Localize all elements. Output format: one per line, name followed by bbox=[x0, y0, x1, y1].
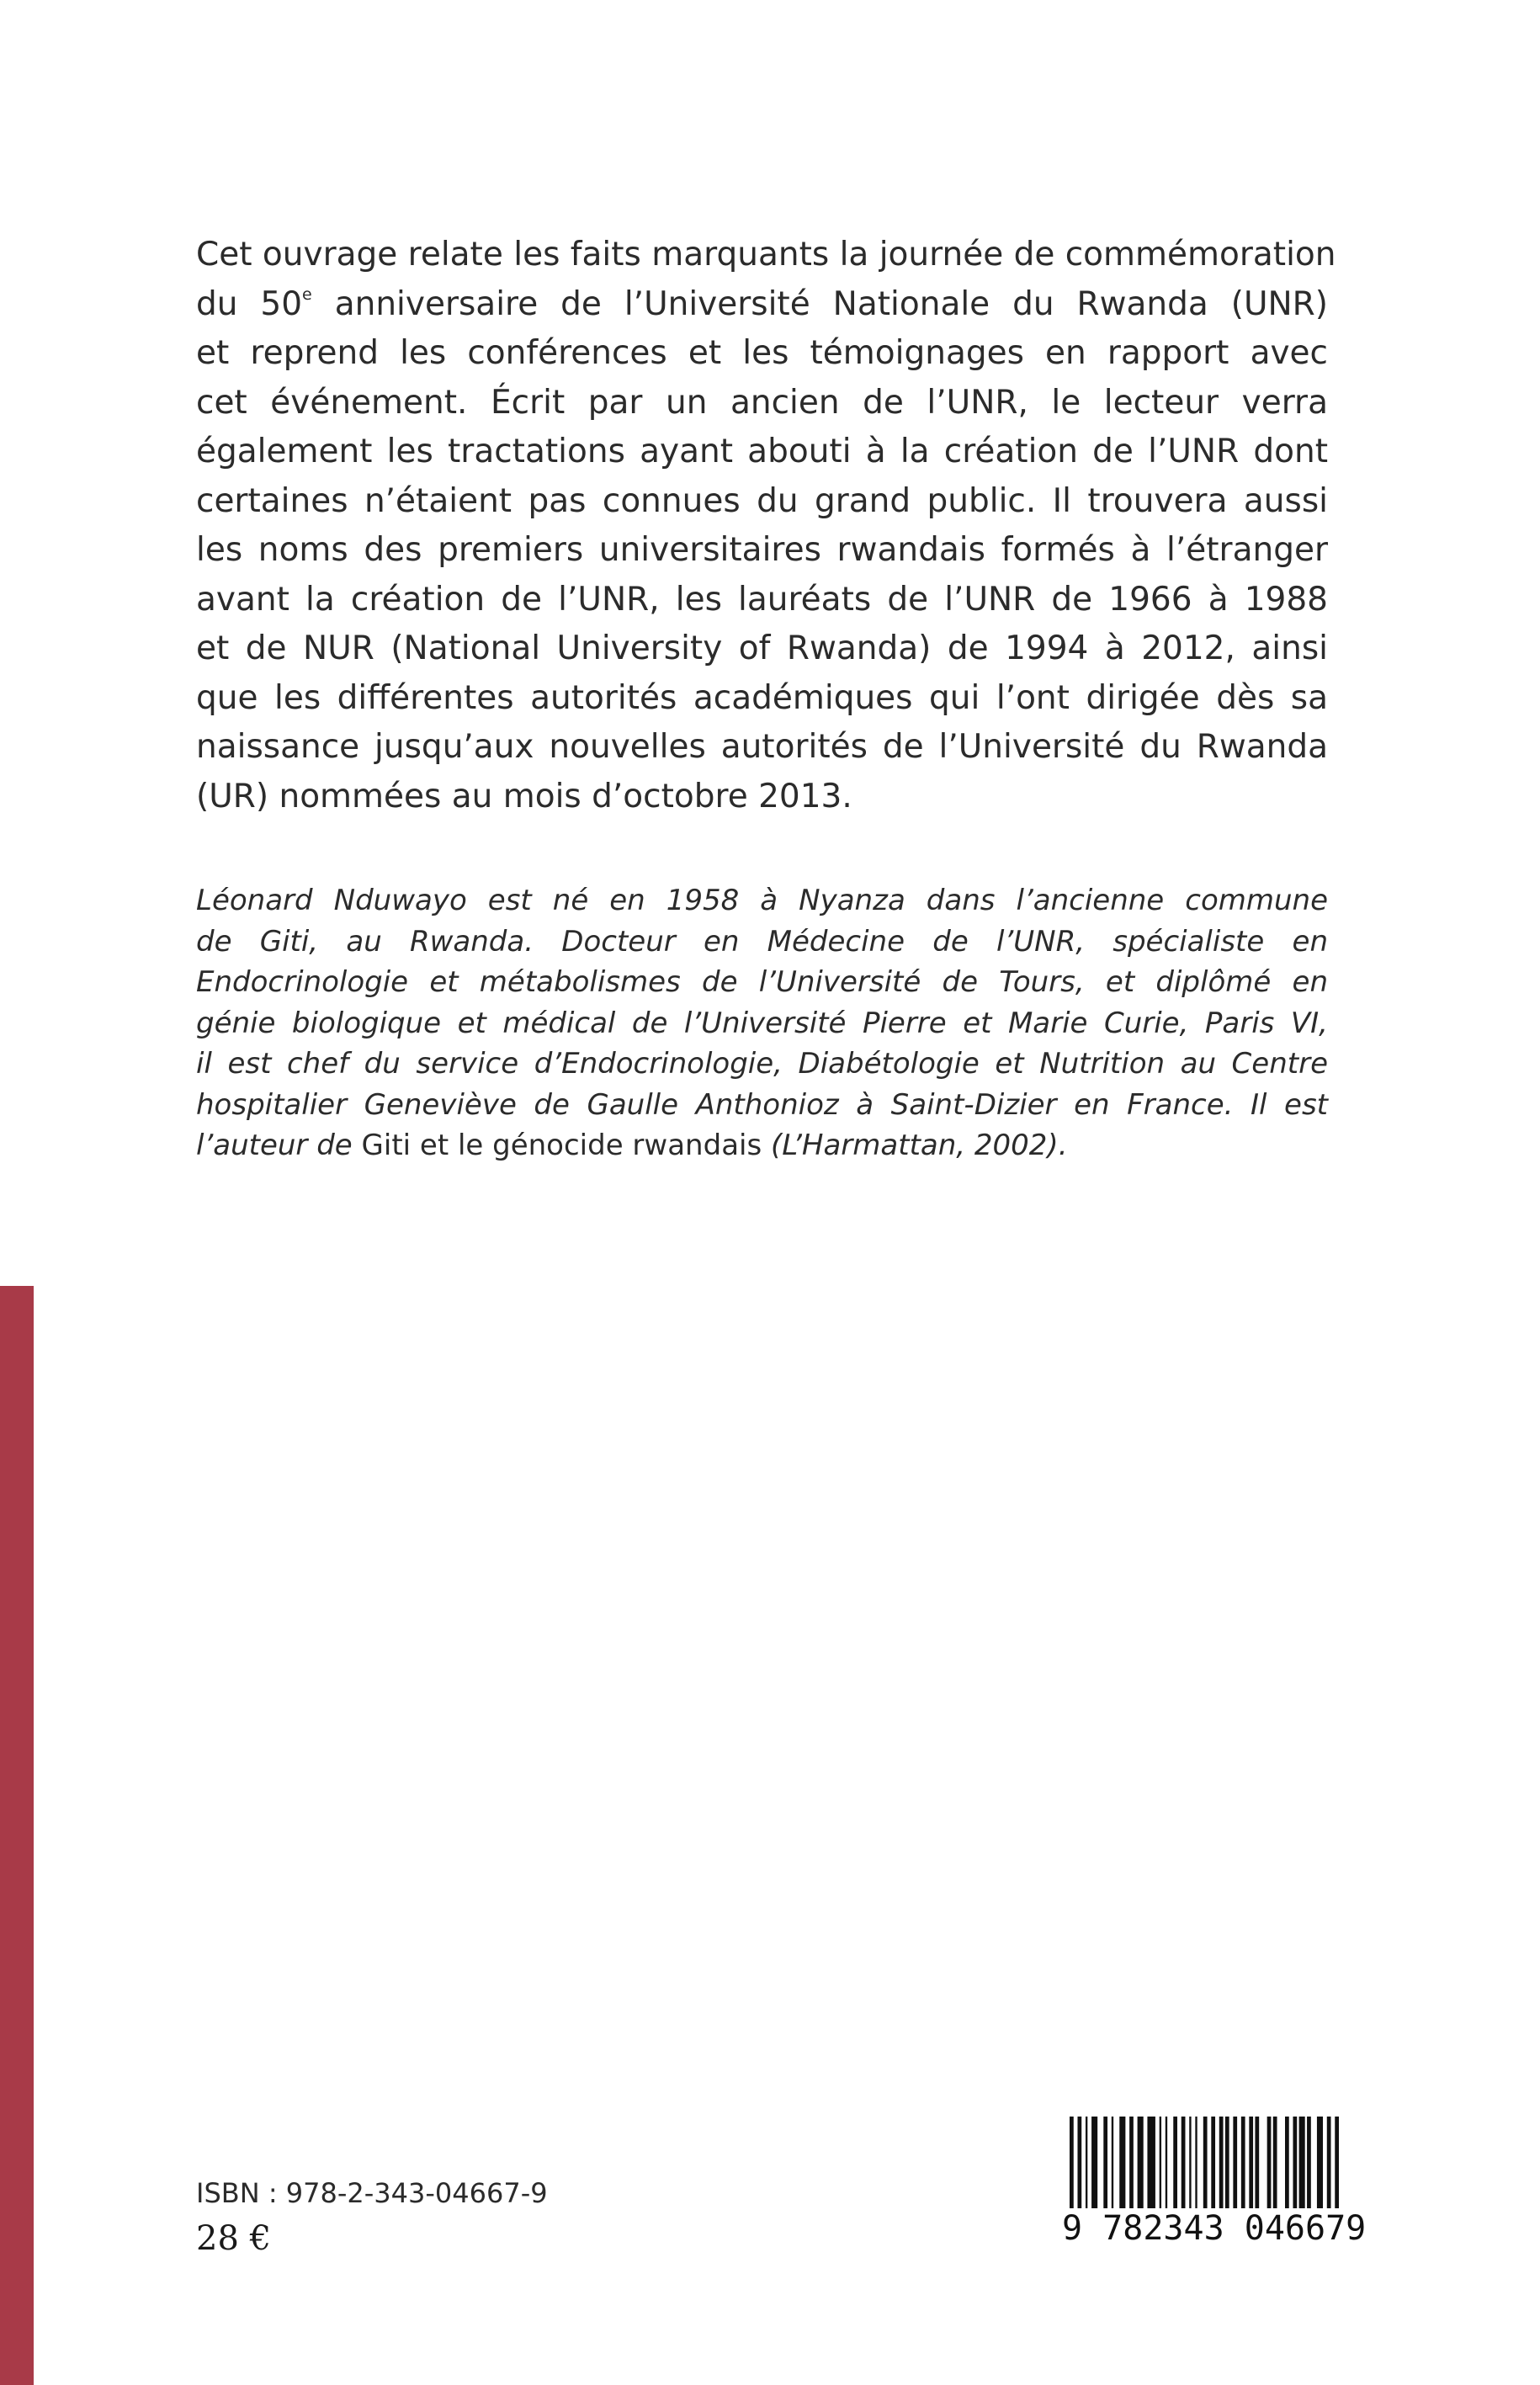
barcode-bar bbox=[1086, 2117, 1087, 2218]
decorative-side-band bbox=[0, 1286, 34, 2385]
barcode-bar bbox=[1070, 2117, 1074, 2218]
barcode-bar bbox=[1267, 2117, 1272, 2218]
barcode-bar bbox=[1317, 2117, 1323, 2218]
summary-line: Cet ouvrage relate les faits marquants la journée de commémoration bbox=[196, 236, 1336, 274]
author-bio bbox=[196, 880, 1328, 1166]
barcode-bar bbox=[1077, 2117, 1081, 2218]
barcode-bar bbox=[1173, 2117, 1177, 2218]
bio-line: il est chef du service d’Endocrinologie, Diabétologie et Nutrition au Centre bbox=[196, 1047, 1328, 1081]
summary-line: (UR) nommées au mois d’octobre 2013. bbox=[196, 777, 852, 815]
bio-last-prefix: l’auteur de bbox=[196, 1129, 362, 1162]
book-title: Giti et le génocide rwandais bbox=[361, 1129, 762, 1162]
barcode-bar bbox=[1219, 2117, 1224, 2218]
summary-line: et de NUR (National University of Rwanda) de 1994 à 2012, ainsi bbox=[196, 629, 1328, 667]
summary-line: avant la création de l’UNR, les lauréats de l’UNR de 1966 à 1988 bbox=[196, 580, 1328, 619]
barcode-digits: 9 782343 046679 bbox=[1062, 2209, 1367, 2248]
barcode-bar bbox=[1211, 2117, 1215, 2218]
author-name: Léonard Nduwayo bbox=[196, 884, 467, 917]
isbn-label: ISBN : 978-2-343-04667-9 bbox=[196, 2177, 548, 2209]
barcode-bar bbox=[1225, 2117, 1229, 2218]
summary-line-start: du 50 bbox=[196, 284, 303, 323]
barcode-bar bbox=[1335, 2117, 1339, 2218]
barcode-bars bbox=[1062, 2117, 1346, 2218]
barcode-bar bbox=[1327, 2117, 1331, 2218]
barcode-bar bbox=[1255, 2117, 1259, 2218]
summary-line: cet événement. Écrit par un ancien de l’UNR, le lecteur verra bbox=[196, 383, 1328, 422]
barcode-bar bbox=[1241, 2117, 1245, 2218]
barcode-bar bbox=[1195, 2117, 1197, 2218]
barcode-bar bbox=[1307, 2117, 1311, 2218]
barcode-bar bbox=[1273, 2117, 1277, 2218]
summary-line: les noms des premiers universitaires rwandais formés à l’étranger bbox=[196, 531, 1328, 569]
barcode-bar bbox=[1091, 2117, 1097, 2218]
bio-line bbox=[196, 1125, 1328, 1166]
bio-line-rest: est né en 1958 à Nyanza dans l’ancienne commune bbox=[466, 884, 1328, 917]
barcode-bar bbox=[1112, 2117, 1113, 2218]
barcode-bar bbox=[1203, 2117, 1208, 2218]
barcode-bar bbox=[1285, 2117, 1289, 2218]
barcode-bar bbox=[1138, 2117, 1144, 2218]
barcode-bar bbox=[1119, 2117, 1125, 2218]
summary-line: que les différentes autorités académiques qui l’ont dirigée dès sa bbox=[196, 678, 1328, 717]
barcode-bar bbox=[1189, 2117, 1191, 2218]
barcode-bar bbox=[1160, 2117, 1161, 2218]
summary-paragraph bbox=[196, 231, 1336, 821]
barcode-bar bbox=[1233, 2117, 1237, 2218]
barcode-bar bbox=[1129, 2117, 1134, 2218]
summary-line: naissance jusqu’aux nouvelles autorités de l’Université du Rwanda bbox=[196, 728, 1328, 766]
bio-last-suffix: (L’Harmattan, 2002). bbox=[762, 1129, 1068, 1162]
barcode-bar bbox=[1293, 2117, 1297, 2218]
barcode-bar bbox=[1147, 2117, 1155, 2218]
bio-line: Endocrinologie et métabolismes de l’Université de Tours, et diplômé en bbox=[196, 965, 1328, 999]
ordinal-superscript: e bbox=[302, 284, 312, 304]
summary-line: également les tractations ayant abouti à la création de l’UNR dont bbox=[196, 433, 1328, 470]
summary-line-end: anniversaire de l’Université Nationale du Rwanda (UNR) bbox=[311, 284, 1328, 323]
barcode-bar bbox=[1103, 2117, 1107, 2218]
bio-line: de Giti, au Rwanda. Docteur en Médecine de l’UNR, spécialiste en bbox=[196, 924, 1328, 959]
barcode-bar bbox=[1299, 2117, 1305, 2218]
barcode-bar bbox=[1249, 2117, 1253, 2218]
barcode-bar bbox=[1182, 2117, 1186, 2218]
bio-line bbox=[196, 880, 1328, 922]
barcode-image bbox=[1062, 2117, 1367, 2281]
summary-line bbox=[196, 280, 1328, 330]
summary-line: et reprend les conférences et les témoignages en rapport avec bbox=[196, 334, 1328, 372]
bio-line: génie biologique et médical de l’Université Pierre et Marie Curie, Paris VI, bbox=[196, 1006, 1328, 1040]
summary-line: certaines n’étaient pas connues du grand public. Il trouvera aussi bbox=[196, 481, 1328, 520]
barcode-bar bbox=[1166, 2117, 1167, 2218]
bio-line: hospitalier Geneviève de Gaulle Anthonioz à Saint-Dizier en France. Il est bbox=[196, 1087, 1328, 1122]
price-label: 28 € bbox=[196, 2219, 272, 2258]
